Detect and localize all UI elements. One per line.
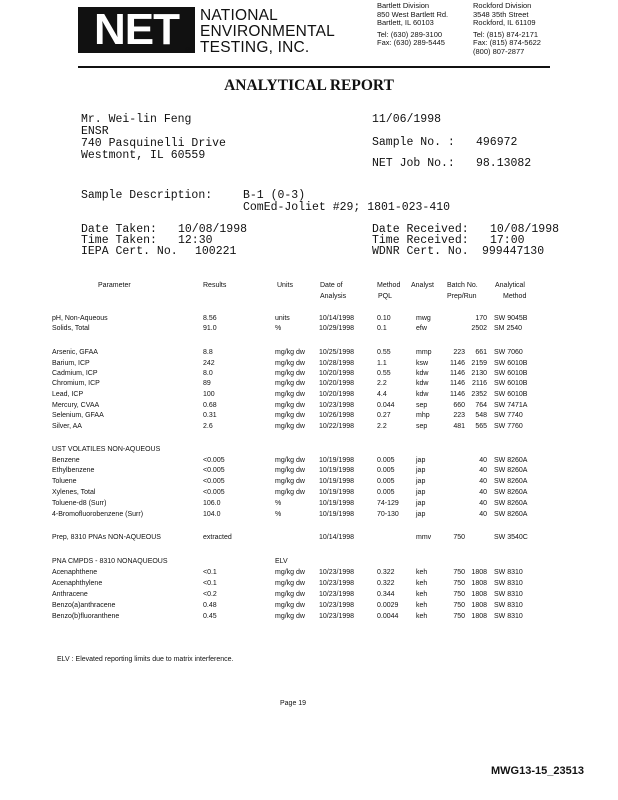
row-pql: 0.27 — [377, 412, 391, 419]
row-analysis-date: 10/28/1998 — [319, 360, 355, 367]
row-batch-prep: 223 — [453, 412, 465, 419]
row-batch-run: 40 — [479, 500, 487, 507]
client-address-2: Westmont, IL 60559 — [81, 149, 206, 162]
row-parameter: UST VOLATILES NON-AQUEOUS — [52, 446, 161, 453]
row-parameter: Ethylbenzene — [52, 467, 95, 474]
row-parameter: Solids, Total — [52, 325, 90, 332]
row-parameter: 4-Bromofluorobenzene (Surr) — [52, 511, 144, 518]
row-result: 89 — [203, 380, 211, 387]
row-result: extracted — [203, 534, 232, 541]
row-analyst: kdw — [416, 370, 429, 377]
date-taken-label: Date Taken: — [81, 223, 157, 236]
row-pql: 0.55 — [377, 370, 391, 377]
time-received-label: Time Received: — [372, 234, 469, 247]
report-date: 11/06/1998 — [372, 113, 442, 126]
row-result: 0.48 — [203, 602, 217, 609]
row-batch-run: 548 — [475, 412, 487, 419]
job-no: 98.13082 — [476, 157, 532, 170]
row-analytical-method: SW 3540C — [494, 534, 528, 541]
row-batch-prep: 750 — [453, 580, 465, 587]
row-analytical-method: SW 7760 — [494, 423, 523, 430]
col-analytical-method: Method — [503, 293, 527, 300]
row-batch-run: 2352 — [471, 391, 487, 398]
row-batch-prep: 750 — [453, 613, 465, 620]
row-parameter: Toluene — [52, 478, 77, 485]
row-result: 8.8 — [203, 349, 213, 356]
row-analytical-method: SW 7060 — [494, 349, 523, 356]
row-units: units — [275, 315, 290, 322]
row-analysis-date: 10/19/1998 — [319, 478, 355, 485]
row-analysis-date: 10/23/1998 — [319, 613, 355, 620]
row-result: 106.0 — [203, 500, 221, 507]
row-pql: 0.322 — [377, 569, 395, 576]
row-batch-run: 1808 — [471, 591, 487, 598]
row-result: 242 — [203, 360, 215, 367]
row-pql: 0.0044 — [377, 613, 399, 620]
row-pql: 0.0029 — [377, 602, 399, 609]
row-parameter: Selenium, GFAA — [52, 412, 104, 419]
row-analytical-method: SW 6010B — [494, 380, 528, 387]
row-analyst: ksw — [416, 360, 429, 367]
registered-mark: ® — [185, 46, 191, 55]
time-taken-label: Time Taken: — [81, 234, 157, 247]
row-batch-run: 40 — [479, 467, 487, 474]
division1-line: Bartlett Division — [377, 1, 430, 10]
wdnr-cert-no: 999447130 — [482, 245, 545, 258]
row-result: <0.2 — [203, 591, 217, 598]
net-logo: NET — [78, 7, 195, 53]
row-analytical-method: SW 8310 — [494, 591, 523, 598]
row-analyst: keh — [416, 591, 428, 598]
row-batch-prep: 1146 — [449, 360, 465, 367]
row-pql: 0.1 — [377, 325, 387, 332]
row-analytical-method: SW 8310 — [494, 602, 523, 609]
row-analysis-date: 10/20/1998 — [319, 380, 355, 387]
row-analytical-method: SW 6010B — [494, 360, 528, 367]
row-analytical-method: SW 8310 — [494, 580, 523, 587]
time-received: 17:00 — [490, 234, 525, 247]
row-result: 104.0 — [203, 511, 221, 518]
row-parameter: Barium, ICP — [52, 360, 90, 367]
row-units: mg/kg dw — [275, 602, 305, 609]
time-taken: 12:30 — [178, 234, 213, 247]
row-result: <0.1 — [203, 580, 217, 587]
row-parameter: Acenaphthylene — [52, 580, 103, 587]
row-batch-prep: 481 — [453, 423, 465, 430]
row-parameter: Silver, AA — [52, 423, 82, 430]
row-analyst: kdw — [416, 391, 429, 398]
row-analyst: jap — [416, 489, 426, 496]
client-name: Mr. Wei-lin Feng — [81, 113, 192, 126]
division1-line: Tel: (630) 289-3100 — [377, 29, 443, 39]
row-batch-run: 2116 — [471, 380, 487, 387]
row-analytical-method: SM 2540 — [494, 325, 523, 332]
row-analytical-method: SW 8260A — [494, 511, 528, 518]
row-batch-run: 40 — [479, 478, 487, 485]
row-batch-run: 565 — [475, 423, 487, 430]
row-analytical-method: SW 7471A — [494, 402, 528, 409]
row-result: <0.005 — [203, 489, 225, 496]
company-line-3: TESTING, INC. — [200, 39, 310, 56]
row-analyst: sep — [416, 402, 428, 409]
col-batch-no: Batch No. — [447, 282, 478, 289]
sample-desc-line-2: ComEd-Joliet #29; 1801-023-410 — [243, 201, 451, 214]
document-id: MWG13-15_23513 — [491, 765, 584, 777]
row-analytical-method: SW 8260A — [494, 457, 528, 464]
division1-line: 850 West Bartlett Rd. — [377, 9, 449, 19]
division2-line: Tel: (815) 874-2171 — [473, 29, 539, 39]
row-parameter: Xylenes, Total — [52, 489, 96, 496]
row-analyst: jap — [416, 457, 426, 464]
row-units: mg/kg dw — [275, 580, 305, 587]
row-result: <0.005 — [203, 478, 225, 485]
col-parameter: Parameter — [98, 282, 131, 289]
row-batch-run: 2130 — [471, 370, 487, 377]
row-analysis-date: 10/19/1998 — [319, 500, 355, 507]
row-parameter: Arsenic, GFAA — [52, 349, 98, 356]
row-result: 0.45 — [203, 613, 217, 620]
row-units: mg/kg dw — [275, 412, 305, 419]
row-batch-run: 764 — [475, 402, 487, 409]
row-parameter: Prep, 8310 PNAs NON-AQUEOUS — [52, 534, 161, 541]
company-name — [200, 8, 335, 56]
row-analysis-date: 10/29/1998 — [319, 325, 355, 332]
report-title: ANALYTICAL REPORT — [224, 77, 394, 94]
row-units: mg/kg dw — [275, 360, 305, 367]
row-analysis-date: 10/23/1998 — [319, 580, 355, 587]
row-analyst: jap — [416, 467, 426, 474]
row-batch-prep: 750 — [453, 591, 465, 598]
row-analyst: mmv — [416, 534, 432, 541]
row-pql: 0.044 — [377, 402, 395, 409]
row-result: 2.6 — [203, 423, 213, 430]
row-batch-run: 1808 — [471, 613, 487, 620]
row-analytical-method: SW 8310 — [494, 613, 523, 620]
row-parameter: Benzene — [52, 457, 80, 464]
col-prep-run: Prep/Run — [447, 293, 477, 300]
row-analyst: jap — [416, 500, 426, 507]
row-batch-run: 661 — [475, 349, 487, 356]
iepa-cert-no: 100221 — [195, 245, 237, 258]
row-pql: 2.2 — [377, 423, 387, 430]
row-units: % — [275, 325, 282, 332]
row-units: mg/kg dw — [275, 370, 305, 377]
row-analyst: mmp — [416, 349, 432, 356]
elv-footnote: ELV : Elevated reporting limits due to matrix interference. — [57, 656, 234, 663]
row-pql: 1.1 — [377, 360, 387, 367]
col-analysis: Analysis — [320, 293, 347, 300]
company-line-2: ENVIRONMENTAL — [200, 23, 335, 40]
col-results: Results — [203, 282, 227, 289]
row-units: mg/kg dw — [275, 349, 305, 356]
row-analyst: mwg — [416, 315, 431, 322]
row-analytical-method: SW 6010B — [494, 370, 528, 377]
row-batch-run: 40 — [479, 489, 487, 496]
row-result: 8.0 — [203, 370, 213, 377]
page-number: Page 19 — [280, 700, 307, 707]
client-address-1: 740 Pasquinelli Drive — [81, 137, 226, 150]
row-units: mg/kg dw — [275, 457, 305, 464]
date-received: 10/08/1998 — [490, 223, 560, 236]
row-parameter: Toluene-d8 (Surr) — [52, 500, 107, 507]
row-result: 0.31 — [203, 412, 217, 419]
row-pql: 0.344 — [377, 591, 395, 598]
row-parameter: Lead, ICP — [52, 391, 84, 398]
row-analytical-method: SW 6010B — [494, 391, 528, 398]
row-analyst: keh — [416, 580, 428, 587]
sample-desc-line-1: B-1 (0-3) — [243, 189, 306, 202]
row-result: 0.68 — [203, 402, 217, 409]
row-analytical-method: SW 8260A — [494, 500, 528, 507]
row-batch-prep: 1146 — [449, 391, 465, 398]
row-units: mg/kg dw — [275, 391, 305, 398]
division2-line: 3548 35th Street — [473, 9, 529, 19]
header-divider — [78, 66, 550, 68]
row-analyst: efw — [416, 325, 427, 332]
row-analyst: jap — [416, 478, 426, 485]
row-parameter: Cadmium, ICP — [52, 370, 98, 377]
row-batch-prep: 750 — [453, 569, 465, 576]
row-batch-run: 1808 — [471, 569, 487, 576]
col-method: Method — [377, 282, 401, 289]
wdnr-label: WDNR Cert. No. — [372, 245, 469, 258]
row-batch-prep: 1146 — [449, 380, 465, 387]
col-pql: PQL — [378, 293, 393, 300]
row-analyst: mhp — [416, 412, 430, 419]
row-batch-run: 40 — [479, 511, 487, 518]
row-parameter: Benzo(a)anthracene — [52, 602, 116, 609]
row-pql: 0.005 — [377, 467, 395, 474]
date-received-label: Date Received: — [372, 223, 469, 236]
row-result: <0.005 — [203, 467, 225, 474]
division2-line: Fax: (815) 874-5622 — [473, 38, 541, 47]
iepa-label: IEPA Cert. No. — [81, 245, 178, 258]
row-analytical-method: SW 9045B — [494, 315, 528, 322]
row-analysis-date: 10/23/1998 — [319, 591, 355, 598]
col-date-of: Date of — [320, 282, 343, 289]
row-analyst: keh — [416, 602, 428, 609]
row-units: % — [275, 500, 282, 507]
row-result: <0.1 — [203, 569, 217, 576]
row-pql: 0.322 — [377, 580, 395, 587]
row-analysis-date: 10/19/1998 — [319, 511, 355, 518]
row-analyst: keh — [416, 569, 428, 576]
division1-line: Bartlett, IL 60103 — [377, 18, 434, 27]
row-batch-run: 40 — [479, 457, 487, 464]
client-block — [81, 114, 226, 162]
row-pql: 2.2 — [377, 380, 387, 387]
row-batch-run: 1808 — [471, 580, 487, 587]
row-batch-prep: 750 — [453, 602, 465, 609]
job-no-label: NET Job No.: — [372, 157, 455, 170]
row-analyst: kdw — [416, 380, 429, 387]
row-units: mg/kg dw — [275, 591, 305, 598]
division2-line: (800) 807-2877 — [473, 46, 525, 56]
row-analyst: jap — [416, 511, 426, 518]
row-analysis-date: 10/14/1998 — [319, 315, 355, 322]
row-analysis-date: 10/22/1998 — [319, 423, 355, 430]
row-analytical-method: SW 7740 — [494, 412, 523, 419]
row-batch-run: 2159 — [471, 360, 487, 367]
row-units: mg/kg dw — [275, 569, 305, 576]
date-taken: 10/08/1998 — [178, 223, 248, 236]
row-analysis-date: 10/23/1998 — [319, 602, 355, 609]
company-line-1: NATIONAL — [200, 7, 278, 24]
row-units: ELV — [275, 558, 288, 565]
row-pql: 0.005 — [377, 489, 395, 496]
client-company: ENSR — [81, 125, 109, 138]
sample-no-label: Sample No. : — [372, 136, 455, 149]
row-analysis-date: 10/25/1998 — [319, 349, 355, 356]
row-analysis-date: 10/26/1998 — [319, 412, 355, 419]
row-pql: 4.4 — [377, 391, 387, 398]
row-units: mg/kg dw — [275, 489, 305, 496]
sample-desc-label: Sample Description: — [81, 189, 213, 202]
row-parameter: Mercury, CVAA — [52, 402, 100, 409]
row-analysis-date: 10/20/1998 — [319, 370, 355, 377]
row-parameter: Benzo(b)fluoranthene — [52, 613, 120, 620]
row-batch-prep: 223 — [453, 349, 465, 356]
row-pql: 0.10 — [377, 315, 391, 322]
row-units: mg/kg dw — [275, 423, 305, 430]
row-pql: 70-130 — [377, 511, 399, 518]
row-analysis-date: 10/19/1998 — [319, 489, 355, 496]
division2-line: Rockford, IL 61109 — [473, 18, 536, 27]
row-units: mg/kg dw — [275, 467, 305, 474]
row-units: % — [275, 511, 282, 518]
col-analyst: Analyst — [411, 282, 434, 289]
division1-line: Fax: (630) 289-5445 — [377, 38, 445, 47]
row-batch-prep: 750 — [453, 534, 465, 541]
row-analytical-method: SW 8260A — [494, 467, 528, 474]
row-analysis-date: 10/23/1998 — [319, 569, 355, 576]
row-batch-run: 170 — [475, 315, 487, 322]
row-analytical-method: SW 8260A — [494, 489, 528, 496]
row-units: mg/kg dw — [275, 380, 305, 387]
row-analytical-method: SW 8310 — [494, 569, 523, 576]
row-analyst: sep — [416, 423, 428, 430]
row-analysis-date: 10/20/1998 — [319, 391, 355, 398]
row-result: 8.56 — [203, 315, 217, 322]
row-pql: 0.005 — [377, 478, 395, 485]
row-parameter: Anthracene — [52, 591, 88, 598]
row-units: mg/kg dw — [275, 613, 305, 620]
sample-no: 496972 — [476, 136, 518, 149]
row-units: mg/kg dw — [275, 402, 305, 409]
row-analysis-date: 10/23/1998 — [319, 402, 355, 409]
rockford-division-address — [473, 2, 541, 56]
row-parameter: pH, Non-Aqueous — [52, 315, 108, 322]
row-result: 91.0 — [203, 325, 217, 332]
row-batch-run: 2502 — [471, 325, 487, 332]
row-result: 100 — [203, 391, 215, 398]
row-analyst: keh — [416, 613, 428, 620]
col-units: Units — [277, 282, 293, 289]
division2-line: Rockford Division — [473, 1, 532, 10]
row-parameter: Acenaphthene — [52, 569, 98, 576]
row-parameter: Chromium, ICP — [52, 380, 100, 387]
row-batch-prep: 660 — [453, 402, 465, 409]
row-result: <0.005 — [203, 457, 225, 464]
row-pql: 0.55 — [377, 349, 391, 356]
col-analytical: Analytical — [495, 282, 525, 289]
row-units: mg/kg dw — [275, 478, 305, 485]
row-batch-run: 1808 — [471, 602, 487, 609]
row-analysis-date: 10/14/1998 — [319, 534, 355, 541]
row-parameter: PNA CMPDS - 8310 NONAQUEOUS — [52, 558, 168, 565]
row-pql: 74-129 — [377, 500, 399, 507]
row-batch-prep: 1146 — [449, 370, 465, 377]
bartlett-division-address — [377, 2, 448, 48]
row-pql: 0.005 — [377, 457, 395, 464]
row-analytical-method: SW 8260A — [494, 478, 528, 485]
row-analysis-date: 10/19/1998 — [319, 467, 355, 474]
row-analysis-date: 10/19/1998 — [319, 457, 355, 464]
